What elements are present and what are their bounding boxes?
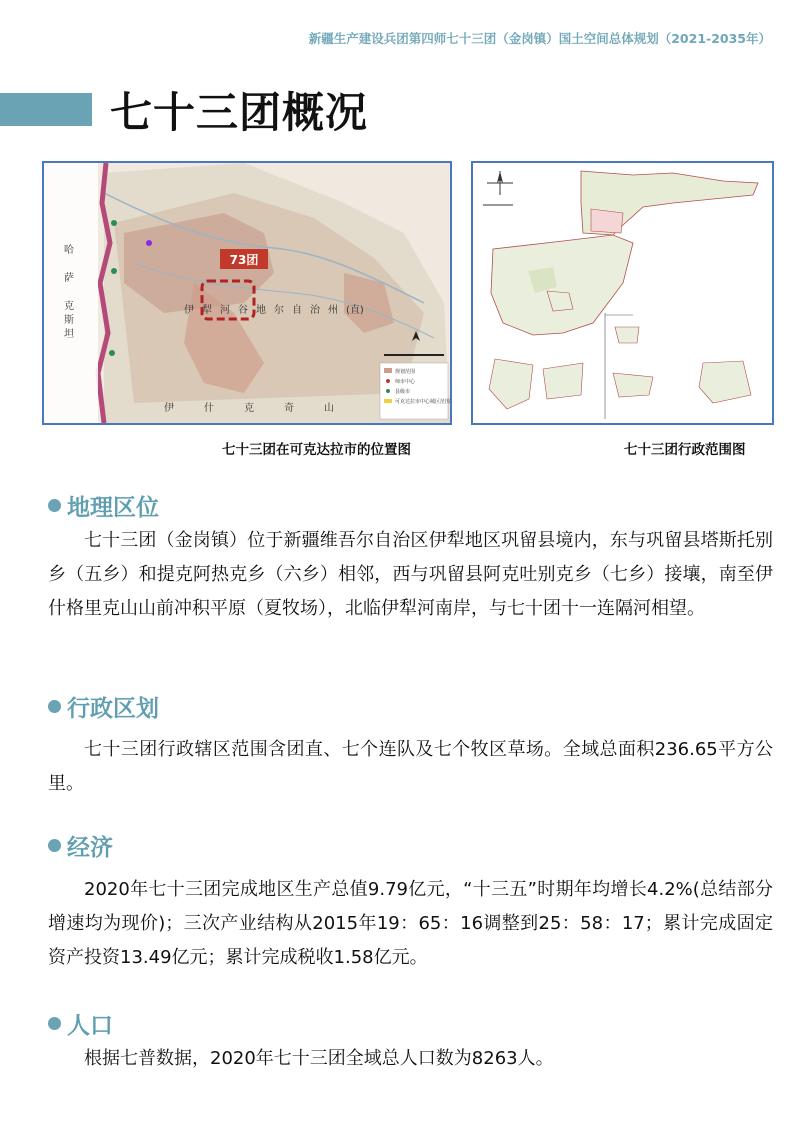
legend-item: 县级市	[395, 389, 411, 395]
location-map-image	[44, 163, 450, 423]
map-label: 克	[244, 403, 254, 414]
map-label: 地	[256, 305, 266, 316]
page-title: 七十三团概况	[110, 88, 369, 137]
map-label: 自	[292, 305, 302, 316]
map-label: 谷	[238, 305, 248, 316]
map-label: 河	[220, 305, 230, 316]
map-label: 萨	[64, 273, 74, 284]
map-label: 治	[310, 305, 320, 316]
location-map-caption: 七十三团在可克达拉市的位置图	[222, 442, 411, 458]
section-geography-heading	[48, 489, 159, 521]
map-label: 山	[324, 403, 334, 414]
admin-map-caption: 七十三团行政范围图	[624, 442, 746, 458]
admin-range-map	[471, 161, 774, 425]
bullet-dot	[48, 499, 61, 512]
map-badge-73: 73团	[229, 253, 259, 267]
map-label: 奇	[284, 403, 294, 414]
map-label: 坦	[64, 329, 74, 340]
legend-item: 规划范围	[395, 369, 416, 375]
map-label: 斯	[64, 315, 74, 326]
section-population-heading	[48, 1007, 113, 1039]
section-population-text: 根据七普数据，2020年七十三团全域总人口数为8263人。	[84, 1048, 554, 1069]
bullet-dot	[48, 1017, 61, 1030]
map-label: 伊	[184, 305, 194, 316]
bullet-dot	[48, 700, 61, 713]
section-admin-heading	[48, 690, 159, 722]
document-header: 新疆生产建设兵团第四师七十三团（金岗镇）国土空间总体规划（2021-2035年）	[308, 31, 771, 46]
admin-range-map-image	[473, 163, 772, 423]
section-heading: 行政区划	[67, 695, 159, 722]
section-geography-text: 七十三团（金岗镇）位于新疆维吾尔自治区伊犁地区巩留县境内，东与巩留县塔斯托别乡（五乡）和提克阿热克乡（六乡）相邻，西与巩留县阿克吐别克乡（七乡）接壤，南至伊什格里克山山前冲积平原（夏牧场），北临伊犁河南岸，与七十团十一连隔河相望。	[48, 530, 773, 619]
map-label: 州	[328, 305, 338, 316]
map-label: 伊	[164, 403, 174, 414]
map-label: 尔	[274, 305, 284, 316]
section-heading: 地理区位	[67, 494, 159, 521]
map-label: 克	[64, 301, 74, 312]
section-economy-heading	[48, 829, 113, 861]
section-heading: 经济	[67, 834, 113, 861]
bullet-dot	[48, 839, 61, 852]
section-economy-text: 2020年七十三团完成地区生产总值9.79亿元，“十三五”时期年均增长4.2%(总结部分增速均为现价)；三次产业结构从2015年19：65：16调整到25：58：17；累计完成固定资产投资13.49亿元；累计完成税收1.58亿元。	[48, 879, 773, 968]
section-admin-text: 七十三团行政辖区范围含团直、七个连队及七个牧区草场。全域总面积236.65平方公里。	[48, 739, 773, 794]
title-accent-bar	[0, 93, 92, 126]
map-label: 犁	[202, 305, 212, 316]
location-map	[42, 161, 452, 425]
map-label: 哈	[64, 245, 74, 256]
section-heading: 人口	[67, 1012, 113, 1039]
map-label: (直)	[346, 305, 364, 316]
legend-item: 可克达拉市中心城区范围	[395, 399, 450, 405]
legend-item: 师市中心	[395, 379, 416, 385]
map-label: 什	[204, 403, 214, 414]
